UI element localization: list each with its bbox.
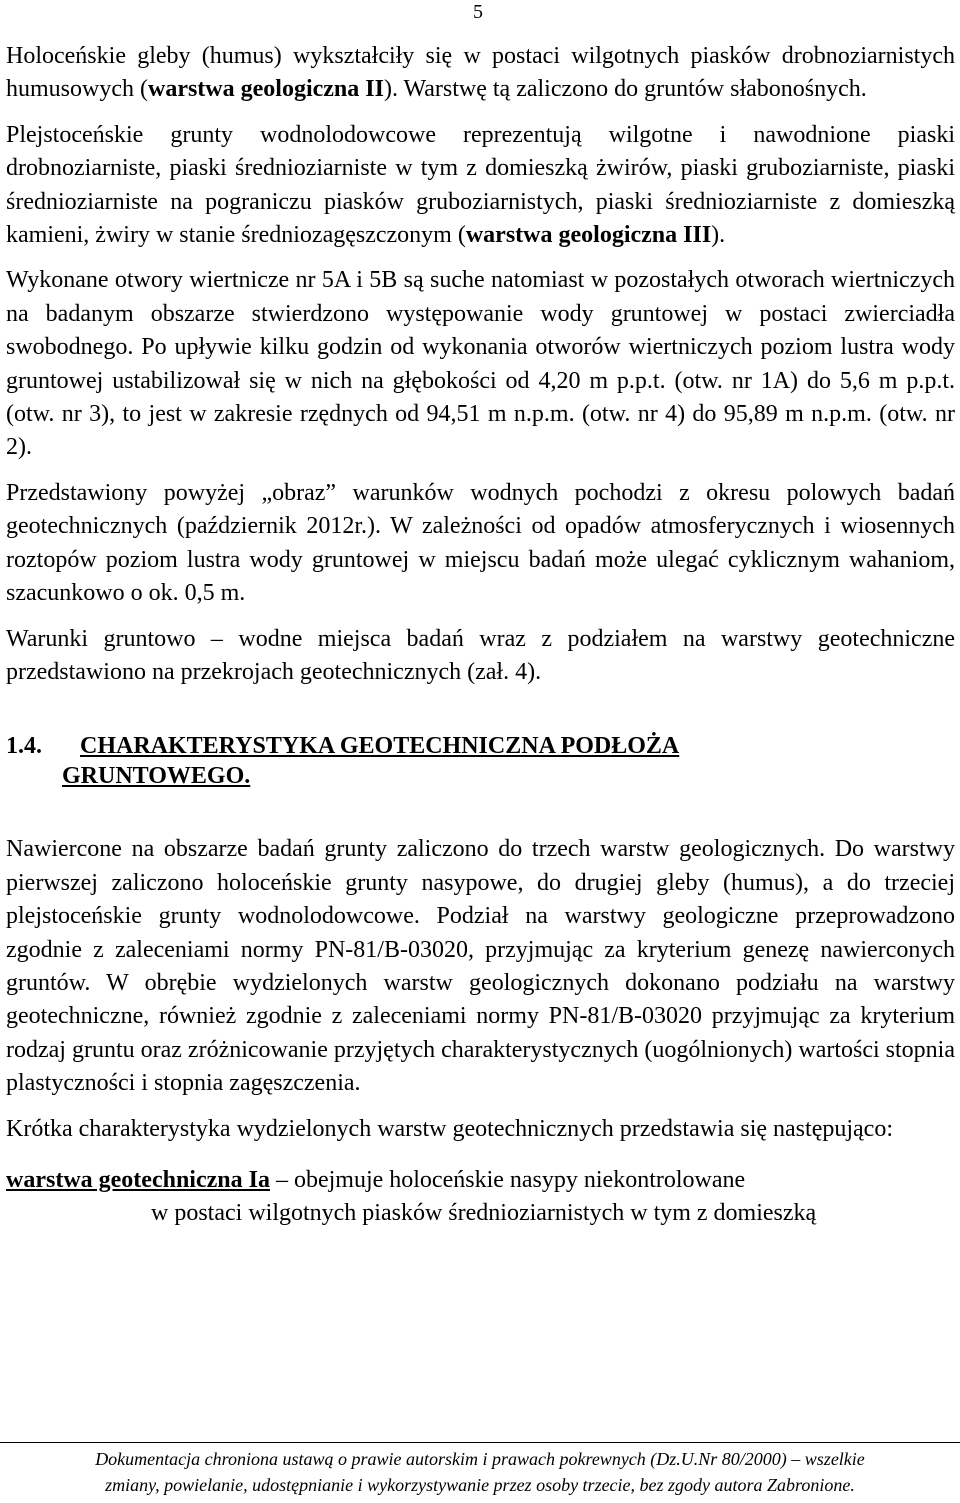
- paragraph-text: Holoceńskie gleby (humus) wykształciły się w postaci wilgotnych piasków drobnoziarnistych humusowych (: [6, 43, 955, 103]
- paragraph-water-conditions: Przedstawiony powyżej „obraz” warunków wodnych pochodzi z okresu polowych badań geotechnicznych (październik 2012r.). W zależności od opadów atmosferycznych i wiosennych roztopów poziom lustra wody gruntowej w miejscu badań może ulegać cyklicznym wahaniom, szacunkowo o ok. 0,5 m.: [6, 479, 955, 607]
- footer-line-2: zmiany, powielanie, udostępnianie i wykorzystywanie przez osoby trzecie, bez zgody autora Zabronione.: [105, 1475, 855, 1495]
- paragraph-layers-summary: Krótka charakterystyka wydzielonych warstw geotechnicznych przedstawia się następująco:: [6, 1115, 893, 1142]
- document-body: [6, 40, 955, 1231]
- layer-term: warstwa geotechniczna Ia: [6, 1166, 270, 1193]
- layer-desc-text: – obejmuje holoceńskie nasypy niekontrolowane: [269, 1166, 746, 1193]
- paragraph-groundwater: Wykonane otwory wiertnicze nr 5A i 5B są suche natomiast w pozostałych otworach wiertniczych na badanym obszarze stwierdzono występowanie wody gruntowej w postaci zwierciadła swobodnego. Po upływie kilku godzin od wykonania otworów wiertniczych poziom lustra wody gruntowej ustabilizował się w nich na głębokości od 4,20 m p.p.t. (otw. nr 1A) do 5,6 m p.p.t. (otw. nr 3), to jest w zakresie rzędnych od 94,51 m n.p.m. (otw. nr 4) do 95,89 m n.p.m. (otw. nr 2).: [6, 267, 955, 461]
- paragraph-text: Plejstoceńskie grunty wodnolodowcowe reprezentują wilgotne i nawodnione piaski drobnoziarniste, piaski średnioziarniste w tym z domieszką żwirów, piaski gruboziarniste, piaski średnioziarniste na pograniczu piasków gruboziarnistych, piaski średnioziarniste z domieszką kamieni, żwiry w stanie średniozagęszczonym (: [6, 121, 955, 249]
- paragraph-text: ).: [711, 222, 726, 249]
- section-number: 1.4.: [6, 733, 42, 760]
- layer-description-continued: w postaci wilgotnych piasków średnioziarnistych w tym z domieszką: [151, 1200, 817, 1227]
- paragraph-pleistocene: [6, 119, 955, 253]
- layer-description: [6, 1164, 955, 1197]
- paragraph-text: ). Warstwę tą zaliczono do gruntów słabonośnych.: [383, 76, 867, 103]
- section-title-line1: CHARAKTERYSTYKA GEOTECHNICZNA PODŁOŻA: [80, 733, 680, 760]
- layer-reference: warstwa geologiczna III: [465, 222, 712, 249]
- footer-line-1: Dokumentacja chroniona ustawą o prawie autorskim i prawach pokrewnych (Dz.U.Nr 80/2000) – wszelkie: [95, 1449, 865, 1469]
- page-number: 5: [473, 1, 483, 23]
- footer-copyright: [0, 1446, 960, 1498]
- paragraph-humus: [6, 40, 955, 107]
- section-heading: [6, 731, 955, 761]
- layer-reference: warstwa geologiczna II: [147, 76, 384, 103]
- paragraph-cross-sections: Warunki gruntowo – wodne miejsca badań wraz z podziałem na warstwy geotechniczne przedstawiono na przekrojach geotechnicznych (zał. 4).: [6, 625, 955, 685]
- section-title-line2: GRUNTOWEGO.: [62, 763, 251, 790]
- footer-divider: [0, 1442, 960, 1443]
- paragraph-layers-intro: Nawiercone na obszarze badań grunty zaliczono do trzech warstw geologicznych. Do warstwy pierwszej zaliczono holoceńskie grunty nasypowe, do drugiej gleby (humus), a do trzeciej plejstoceńskie grunty wodnolodowcowe. Podział na warstwy geologiczne przeprowadzono zgodnie z zaleceniami normy PN-81/B-03020, przyjmując za kryterium genezę nawierconych gruntów. W obrębie wydzielonych warstw geologicznych dokonano podziału na warstwy geotechniczne, również zgodnie z zaleceniami normy PN-81/B-03020 przyjmując za kryterium rodzaj gruntu oraz zróżnicowanie przyjętych charakterystycznych (uogólnionych) wartości stopnia plastyczności i stopnia zagęszczenia.: [6, 836, 955, 1097]
